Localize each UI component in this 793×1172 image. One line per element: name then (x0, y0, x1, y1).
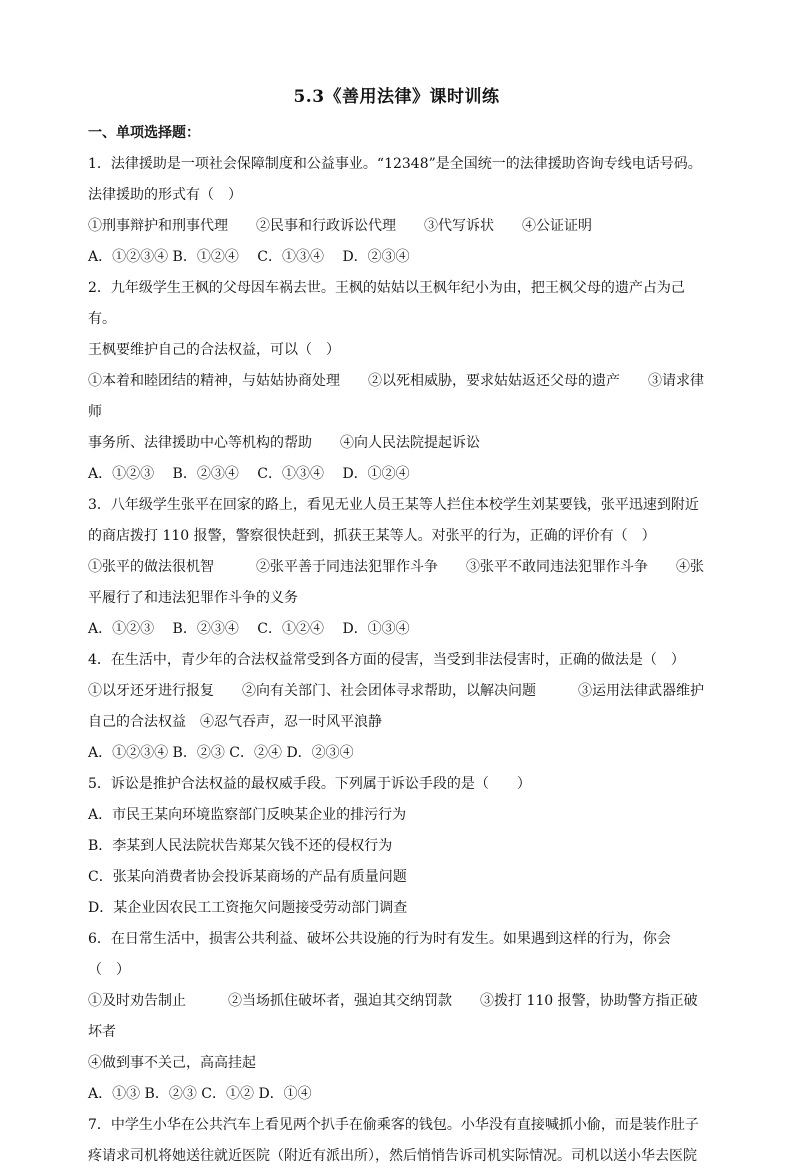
question-text: 法律援助的形式有（ ） (88, 187, 242, 203)
question-4 (88, 645, 705, 769)
answer-option-d: D．某企业因农民工工资拖欠问题接受劳动部门调查 (88, 900, 408, 916)
question-text: 3．八年级学生张平在回家的路上，看见无业人员王某等人拦住本校学生刘某要钱，张平迅速到附近 (88, 497, 699, 513)
question-items: 自己的合法权益 ④忍气吞声，忍一时风平浪静 (88, 714, 382, 730)
question-3 (88, 490, 705, 645)
question-items: ①及时劝告制止 ②当场抓住破坏者，强迫其交纳罚款 ③拨打 110 报警，协助警方指正破坏者 (88, 993, 698, 1040)
answer-options: A．①②③④ B．①②④ C．①③④ D．②③④ (88, 249, 410, 265)
question-5 (88, 769, 705, 924)
question-text: 王枫要维护自己的合法权益，可以（ ） (88, 342, 340, 358)
question-items: 平履行了和违法犯罪作斗争的义务 (88, 590, 298, 606)
question-items: ①刑事辩护和刑事代理 ②民事和行政诉讼代理 ③代写诉状 ④公证证明 (88, 218, 592, 234)
answer-options: A．①②③ B．②③④ C．①③④ D．①②④ (88, 466, 410, 482)
question-1 (88, 149, 705, 273)
question-text: 7．中学生小华在公共汽车上看见两个扒手在偷乘客的钱包。小华没有直接喊抓小偷，而是装作肚子 (88, 1117, 699, 1133)
question-text: 4．在生活中，青少年的合法权益常受到各方面的侵害，当受到非法侵害时，正确的做法是（ ） (88, 652, 685, 668)
question-text: 5．诉讼是推护合法权益的最权威手段。下列属于诉讼手段的是（ ） (88, 776, 531, 792)
question-items: ①以牙还牙进行报复 ②向有关部门、社会团体寻求帮助，以解决问题 ③运用法律武器维护 (88, 683, 704, 699)
section-heading: 一、单项选择题： (88, 125, 200, 141)
question-text: 的商店拨打 110 报警，警察很快赶到，抓获王某等人。对张平的行为，正确的评价有（ ） (88, 528, 656, 544)
question-7 (88, 1110, 705, 1172)
question-6 (88, 924, 705, 1110)
answer-option-a: A．市民王某向环境监察部门反映某企业的排污行为 (88, 807, 407, 823)
answer-option-c: C．张某向消费者协会投诉某商场的产品有质量问题 (88, 869, 407, 885)
answer-options: A．①③ B．②③ C．①② D．①④ (88, 1086, 312, 1102)
question-text: 6．在日常生活中，损害公共利益、破坏公共设施的行为时有发生。如果遇到这样的行为，你会（ ） (88, 931, 671, 978)
question-items: 事务所、法律援助中心等机构的帮助 ④向人民法院提起诉讼 (88, 435, 480, 451)
answer-option-b: B．李某到人民法院状告郑某欠钱不还的侵权行为 (88, 838, 393, 854)
question-text: 疼请求司机将她送往就近医院（附近有派出所），然后悄悄告诉司机实际情况。司机以送小华去医院 (88, 1148, 697, 1164)
question-2 (88, 273, 705, 490)
question-items: ④做到事不关己，高高挂起 (88, 1055, 256, 1071)
answer-options: A．①②③ B．②③④ C．①②④ D．①③④ (88, 621, 410, 637)
document-title: 5.3《善用法律》课时训练 (293, 87, 500, 107)
question-items: ①张平的做法很机智 ②张平善于同违法犯罪作斗争 ③张平不敢同违法犯罪作斗争 ④张 (88, 559, 704, 575)
answer-options: A．①②③④ B．②③ C．②④ D．②③④ (88, 745, 354, 761)
question-text: 2．九年级学生王枫的父母因车祸去世。王枫的姑姑以王枫年纪小为由，把王枫父母的遗产占为己有。 (88, 280, 685, 327)
question-items: ①本着和睦团结的精神，与姑姑协商处理 ②以死相威胁，要求姑姑返还父母的遗产 ③请求律师 (88, 373, 704, 420)
question-text: 1．法律援助是一项社会保障制度和公益事业。“12348”是全国统一的法律援助咨询专线电话号码。 (88, 156, 702, 172)
